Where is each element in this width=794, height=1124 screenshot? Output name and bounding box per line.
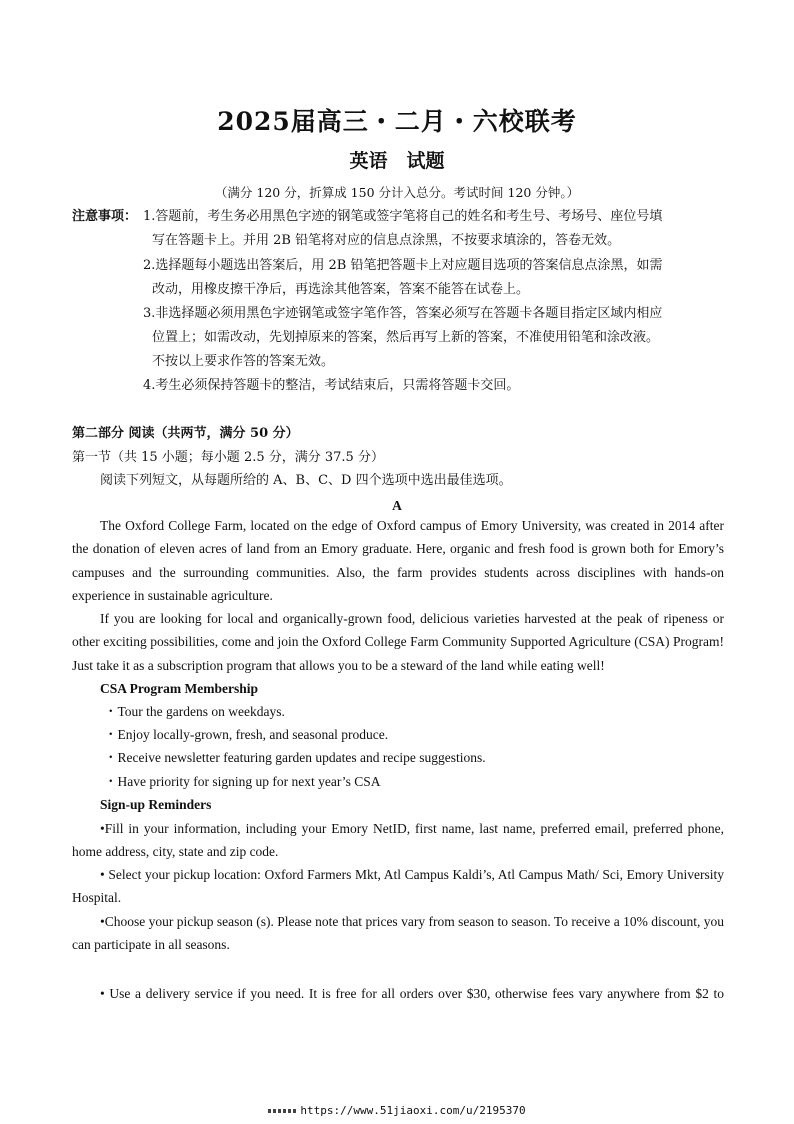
watermark-mark (268, 1109, 296, 1113)
membership-item: ・Tour the gardens on weekdays. (104, 704, 285, 719)
exam-subtitle: 英语 试题 (349, 150, 445, 172)
signup-heading: Sign-up Reminders (100, 797, 212, 812)
exam-info: （满分 120 分，折算成 150 分计入总分。考试时间 120 分钟。） (214, 185, 580, 200)
notice-item-2-line2: 改动，用橡皮擦干净后，再选涂其他答案，答案不能答在试卷上。 (152, 282, 530, 297)
signup-reminder-4: • Use a delivery service if you need. It is free for all orders over $30, otherwise fees vary anywhere from $2 to (100, 986, 724, 1001)
section-subtitle: 第一节（共 15 小题；每小题 2.5 分，满分 37.5 分） (72, 450, 384, 465)
notice-item-3-line1: 3.非选择题必须用黑色字迹钢笔或签字笔作答，答案必须写在答题卡各题目指定区域内相应 (143, 306, 663, 321)
notice-item-4-line1: 4.考生必须保持答题卡的整洁，考试结束后，只需将答题卡交回。 (143, 378, 520, 393)
exam-title: 2025届高三・二月・六校联考 (217, 107, 577, 136)
signup-reminder-3: •Choose your pickup season (s). Please note that prices vary from season to season. To receive a 10% discount, you can participate in all seasons. (72, 914, 724, 953)
footer (0, 1104, 794, 1117)
notice-item-1-line1: 1.答题前，考生务必用黑色字迹的钢笔或签字笔将自己的姓名和考生号、考场号、座位号填 (143, 209, 663, 224)
notice-item-3-line3: 不按以上要求作答的答案无效。 (152, 354, 335, 369)
signup-reminder-2: • Select your pickup location: Oxford Farmers Mkt, Atl Campus Kaldi’s, Atl Campus Math/ Sci, Emory University Hospital. (72, 867, 724, 906)
membership-item: ・Receive newsletter featuring garden updates and recipe suggestions. (104, 750, 486, 765)
notice-item-1-line2: 写在答题卡上。并用 2B 铅笔将对应的信息点涂黑，不按要求填涂的，答卷无效。 (152, 233, 621, 248)
passage-label: A (392, 498, 402, 513)
footer-url[interactable]: https://www.51jiaoxi.com/u/2195370 (300, 1104, 526, 1117)
membership-item: ・Have priority for signing up for next year’s CSA (104, 774, 381, 789)
signup-reminder-1: •Fill in your information, including your Emory NetID, first name, last name, preferred email, preferred phone, home address, city, state and zip code. (72, 821, 724, 860)
notice-item-2-line1: 2.选择题每小题选出答案后，用 2B 铅笔把答题卡上对应题目选项的答案信息点涂黑，如需 (143, 258, 663, 273)
notice-label: 注意事项： (72, 209, 138, 224)
passage-paragraph-1: The Oxford College Farm, located on the edge of Oxford campus of Emory University, was created in 2014 after the donation of eleven acres of land from an Emory graduate. Here, organic and fresh food is grown both for Emory’s campuses and the surrounding communities. Also, the farm provides students across disciplines with hands-on experience in sustainable agriculture. (72, 518, 724, 603)
part-title: 第二部分 阅读（共两节，满分 50 分） (72, 426, 299, 441)
section-instruction: 阅读下列短文，从每题所给的 A、B、C、D 四个选项中选出最佳选项。 (100, 473, 512, 488)
passage-paragraph-2: If you are looking for local and organically-grown food, delicious varieties harvested at the peak of ripeness or other exciting possibilities, come and join the Oxford College Farm Community Supported Agriculture (CSA) Program! Just take it as a subscription program that allows you to be a steward of the land while eating well! (72, 611, 724, 673)
membership-heading: CSA Program Membership (100, 681, 258, 696)
membership-item: ・Enjoy locally-grown, fresh, and seasonal produce. (104, 727, 389, 742)
notice-item-3-line2: 位置上；如需改动，先划掉原来的答案，然后再写上新的答案，不准使用铅笔和涂改液。 (152, 330, 660, 345)
